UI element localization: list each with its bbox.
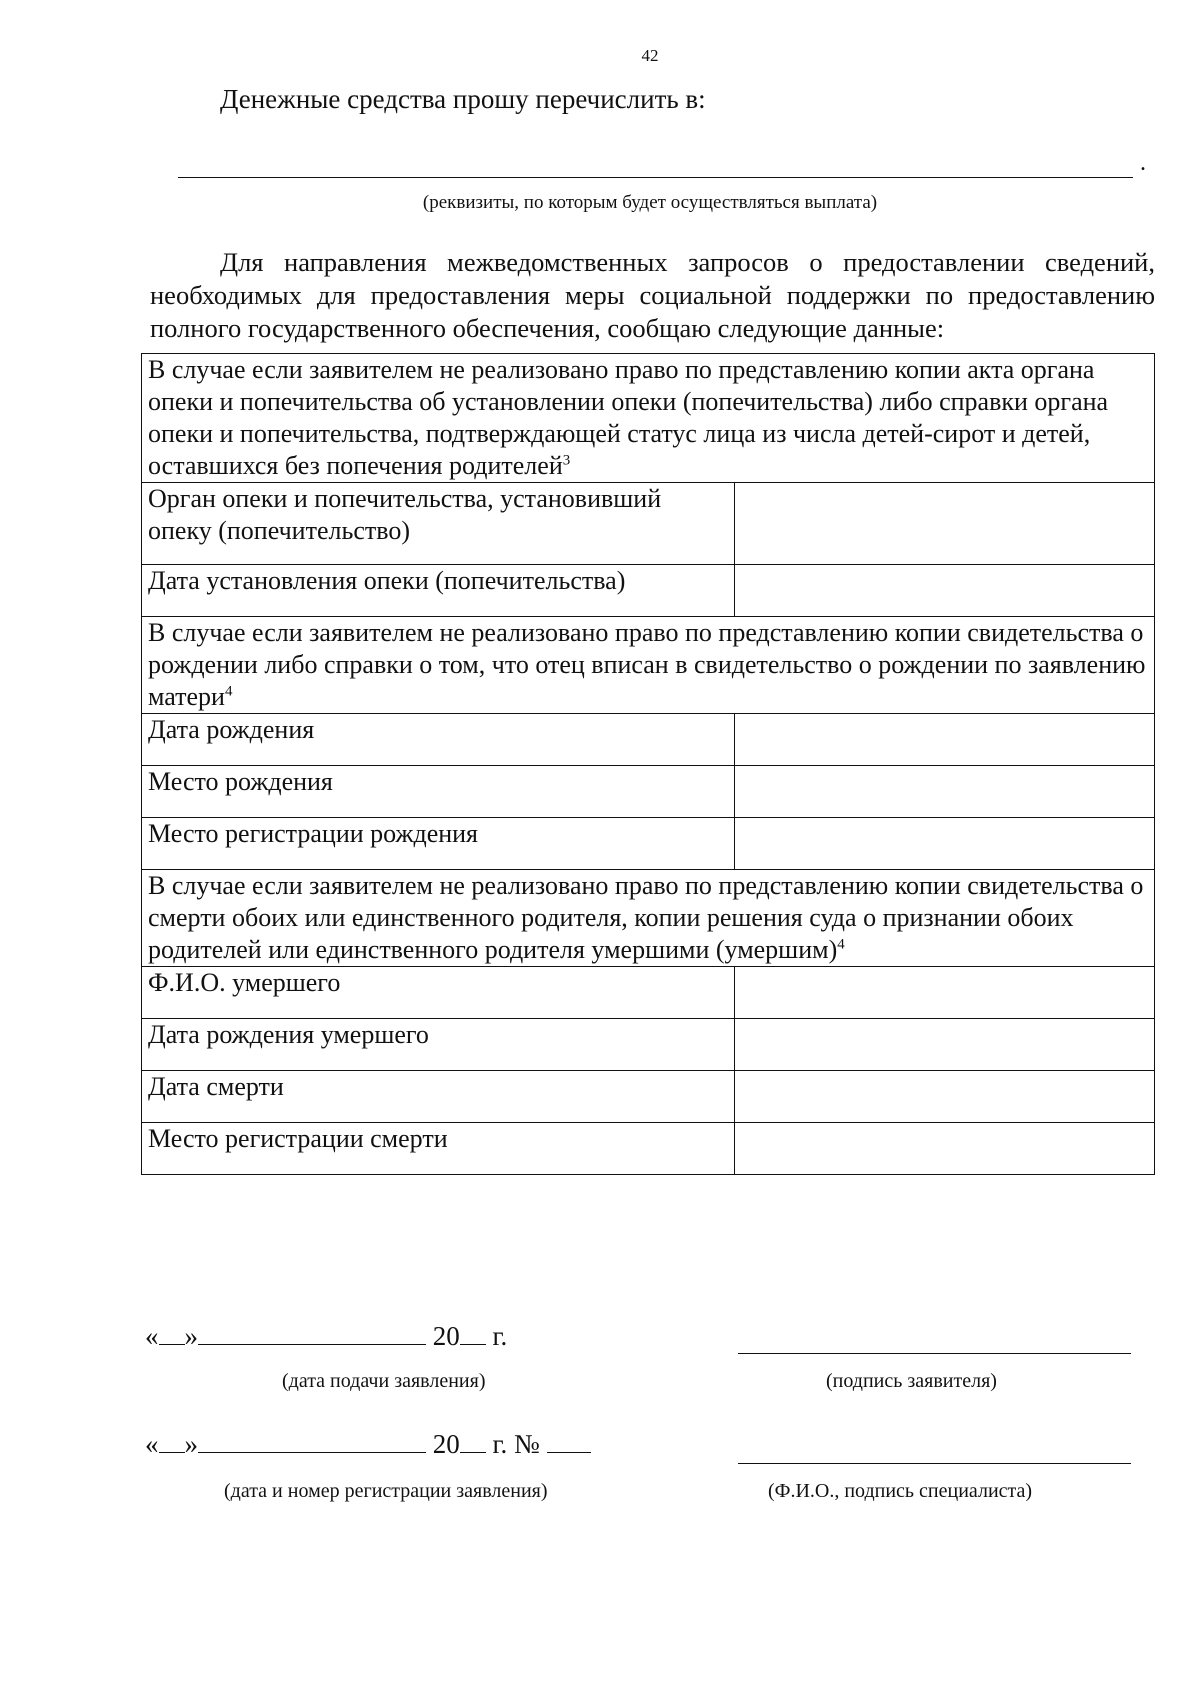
table-row (142, 967, 1155, 1019)
section-row (142, 354, 1155, 483)
table-row (142, 714, 1155, 766)
table-row (142, 766, 1155, 818)
table-row (142, 1123, 1155, 1175)
table-row (142, 483, 1155, 565)
year-blank[interactable] (460, 1426, 486, 1453)
birth-date-label: Дата рождения (142, 714, 735, 766)
guardianship-date-label: Дата установления опеки (попечительства) (142, 565, 735, 617)
registration-number-blank[interactable] (547, 1426, 591, 1453)
intro-paragraph: Для направления межведомственных запросов о предоставлении сведений, необходимых для предоставления меры социальной поддержки по предоставлению полного государственного обеспечения, сообщаю следующие данные: (150, 247, 1155, 343)
death-date-field[interactable] (735, 1071, 1155, 1123)
deceased-name-field[interactable] (735, 967, 1155, 1019)
guardianship-date-field[interactable] (735, 565, 1155, 617)
birth-registration-label: Место регистрации рождения (142, 818, 735, 870)
requisites-field[interactable] (178, 177, 1133, 178)
footnote-ref: 3 (562, 452, 571, 469)
month-blank[interactable] (198, 1426, 426, 1453)
deceased-name-label: Ф.И.О. умершего (142, 967, 735, 1019)
table-row (142, 818, 1155, 870)
payment-instruction: Денежные средства прошу перечислить в: (220, 84, 706, 114)
death-section: В случае если заявителем не реализовано право по представлению копии свидетельства о смерти обоих или единственного родителя, копии решения суда о признании обоих родителей или единственного родителя умершими (умершим)$^4$ (142, 870, 1155, 967)
applicant-signature-field[interactable] (738, 1353, 1131, 1354)
registration-caption: (дата и номер регистрации заявления) (224, 1480, 548, 1502)
table-row (142, 1071, 1155, 1123)
guardianship-authority-label: Орган опеки и попечительства, установивший опеку (попечительство) (142, 483, 735, 565)
guardianship-section: В случае если заявителем не реализовано право по представлению копии акта органа опеки и попечительства об установлении опеки (попечительства) либо справки органа опеки и попечительства, подтверждающей статус лица из числа детей-сирот и детей, оставшихся без попечения родителей$^3$ (142, 354, 1155, 483)
applicant-signature-caption: (подпись заявителя) (826, 1370, 997, 1392)
page-number: 42 (641, 46, 659, 65)
death-registration-field[interactable] (735, 1123, 1155, 1175)
death-registration-label: Место регистрации смерти (142, 1123, 735, 1175)
birth-place-label: Место рождения (142, 766, 735, 818)
specialist-signature-field[interactable] (738, 1463, 1131, 1464)
day-blank[interactable] (159, 1426, 185, 1453)
guardianship-authority-field[interactable] (735, 483, 1155, 565)
month-blank[interactable] (198, 1318, 426, 1345)
table-row (142, 565, 1155, 617)
section-row (142, 870, 1155, 967)
submission-date-caption: (дата подачи заявления) (282, 1370, 486, 1392)
death-date-label: Дата смерти (142, 1071, 735, 1123)
data-table (141, 353, 1155, 1175)
birth-section: В случае если заявителем не реализовано право по представлению копии свидетельства о рождении либо справки о том, что отец вписан в свидетельство о рождении по заявлению матери$^4$ (142, 617, 1155, 714)
submission-date-row: « » 20 г. (145, 1318, 507, 1352)
deceased-birth-date-field[interactable] (735, 1019, 1155, 1071)
table-row (142, 1019, 1155, 1071)
birth-place-field[interactable] (735, 766, 1155, 818)
footnote-ref: 4 (224, 683, 233, 700)
specialist-caption: (Ф.И.О., подпись специалиста) (768, 1480, 1033, 1502)
registration-date-row: « » 20 г. № (145, 1426, 591, 1460)
birth-registration-field[interactable] (735, 818, 1155, 870)
requisites-mark: . (1140, 150, 1146, 176)
day-blank[interactable] (159, 1318, 185, 1345)
deceased-birth-date-label: Дата рождения умершего (142, 1019, 735, 1071)
footnote-ref: 4 (837, 936, 845, 953)
year-blank[interactable] (460, 1318, 486, 1345)
section-row (142, 617, 1155, 714)
birth-date-field[interactable] (735, 714, 1155, 766)
requisites-caption: (реквизиты, по которым будет осуществляться выплата) (422, 192, 878, 213)
